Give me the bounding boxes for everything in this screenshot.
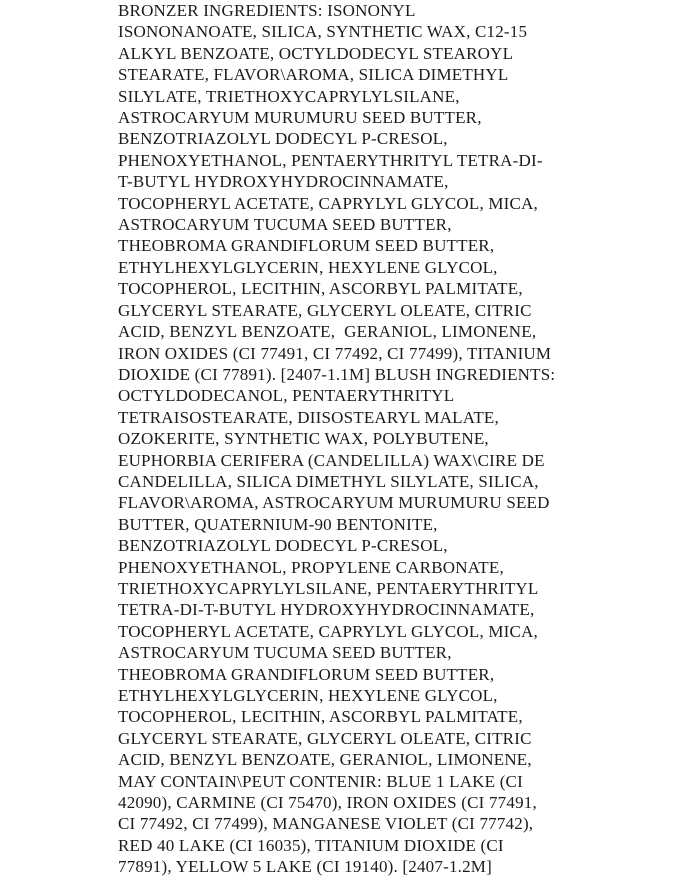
text-line: BRONZER INGREDIENTS: ISONONYL — [118, 1, 416, 20]
text-line: 42090), CARMINE (CI 75470), IRON OXIDES (CI 77491, — [118, 793, 537, 813]
text-line: SILYLATE, TRIETHOXYCAPRYLYLSILANE, — [118, 86, 460, 106]
text-line: EUPHORBIA CERIFERA (CANDELILLA) WAX\CIRE DE — [118, 450, 545, 470]
text-line: GLYCERYL STEARATE, GLYCERYL OLEATE, CITRIC — [118, 300, 532, 320]
text-line: RED 40 LAKE (CI 16035), TITANIUM DIOXIDE (CI — [118, 835, 504, 855]
text-line: TOCOPHERYL ACETATE, CAPRYLYL GLYCOL, MICA, — [118, 193, 539, 213]
text-line: ASTROCARYUM TUCUMA SEED BUTTER, — [118, 215, 452, 235]
text-line: T-BUTYL HYDROXYHYDROCINNAMATE, — [118, 172, 449, 192]
text-line: OCTYLDODECANOL, PENTAERYTHRITYL — [118, 386, 455, 406]
text-line: TETRA-DI-T-BUTYL HYDROXYHYDROCINNAMATE, — [118, 600, 535, 620]
text-line: OZOKERITE, SYNTHETIC WAX, POLYBUTENE, — [118, 429, 489, 449]
text-line: BUTTER, QUATERNIUM-90 BENTONITE, — [118, 514, 438, 534]
text-line: PHENOXYETHANOL, PROPYLENE CARBONATE, — [118, 557, 504, 577]
text-line: STEARATE, FLAVOR\AROMA, SILICA DIMETHYL — [118, 65, 509, 85]
text-line: PHENOXYETHANOL, PENTAERYTHRITYL TETRA-DI- — [118, 150, 543, 170]
text-line: CI 77492, CI 77499), MANGANESE VIOLET (CI 77742), — [118, 814, 534, 834]
text-line: BENZOTRIAZOLYL DODECYL P-CRESOL, — [118, 536, 448, 556]
text-line: TOCOPHERYL ACETATE, CAPRYLYL GLYCOL, MICA, — [118, 621, 539, 641]
text-line: ASTROCARYUM MURUMURU SEED BUTTER, — [118, 108, 482, 128]
text-line: ISONONANOATE, SILICA, SYNTHETIC WAX, C12-15 — [118, 22, 528, 42]
text-line: ASTROCARYUM TUCUMA SEED BUTTER, — [118, 643, 452, 663]
ingredients-text-block — [118, 0, 588, 878]
text-line: 77891), YELLOW 5 LAKE (CI 19140). [2407-1.2M] — [118, 857, 492, 877]
text-line: THEOBROMA GRANDIFLORUM SEED BUTTER, — [118, 236, 495, 256]
text-line: TOCOPHEROL, LECITHIN, ASCORBYL PALMITATE, — [118, 279, 523, 299]
text-line: TETRAISOSTEARATE, DIISOSTEARYL MALATE, — [118, 407, 499, 427]
text-line: ACID, BENZYL BENZOATE, GERANIOL, LIMONENE, — [118, 750, 532, 770]
text-line: ETHYLHEXYLGLYCERIN, HEXYLENE GLYCOL, — [118, 257, 498, 277]
text-line: ALKYL BENZOATE, OCTYLDODECYL STEAROYL — [118, 43, 514, 63]
text-line: ETHYLHEXYLGLYCERIN, HEXYLENE GLYCOL, — [118, 686, 498, 705]
text-line: GLYCERYL STEARATE, GLYCERYL OLEATE, CITRIC — [118, 728, 532, 748]
text-line: BENZOTRIAZOLYL DODECYL P-CRESOL, — [118, 129, 448, 149]
text-line: FLAVOR\AROMA, ASTROCARYUM MURUMURU SEED — [118, 493, 550, 513]
text-line: TRIETHOXYCAPRYLYLSILANE, PENTAERYTHRITYL — [118, 578, 539, 598]
text-line: ACID, BENZYL BENZOATE, GERANIOL, LIMONENE, — [118, 322, 537, 342]
text-line: DIOXIDE (CI 77891). [2407-1.1M] BLUSH INGREDIENTS: — [118, 364, 556, 384]
text-line: MAY CONTAIN\PEUT CONTENIR: BLUE 1 LAKE (CI — [118, 771, 523, 791]
text-line: THEOBROMA GRANDIFLORUM SEED BUTTER, — [118, 664, 495, 684]
text-line: IRON OXIDES (CI 77491, CI 77492, CI 77499), TITANIUM — [118, 343, 552, 363]
text-line: TOCOPHEROL, LECITHIN, ASCORBYL PALMITATE, — [118, 707, 523, 727]
text-line: CANDELILLA, SILICA DIMETHYL SILYLATE, SILICA, — [118, 471, 539, 491]
